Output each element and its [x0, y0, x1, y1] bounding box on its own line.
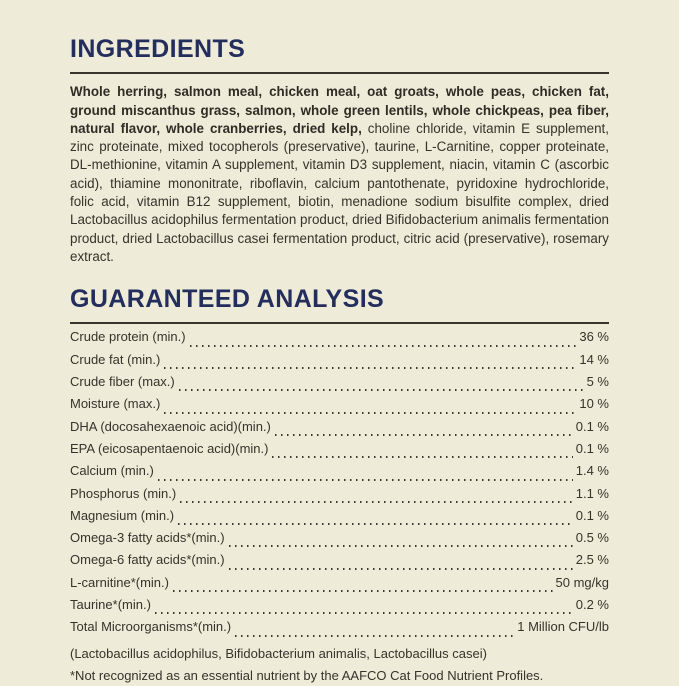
- analysis-label: Crude protein (min.): [70, 329, 186, 345]
- analysis-value: 1.4 %: [575, 463, 609, 479]
- ingredients-secondary-text: choline chloride, vitamin E supplement, zinc proteinate, mixed tocopherols (preservative), taurine, L-Carnitine, copper proteinate, DL-methionine, vitamin A supplement, vitamin D3 supplement, niacin, vitamin C (ascorbic acid), thiamine mononitrate, riboflavin, calcium pantothenate, pyridoxine hydrochloride, folic acid, vitamin B12 supplement, biotin, menadione sodium bisulfite complex, dried Lactobacillus acidophilus fermentation product, dried Bifidobacterium animalis fermentation product, dried Lactobacillus casei fermentation product, citric acid (preservative), rosemary extract.: [70, 120, 609, 264]
- analysis-row: [70, 396, 609, 418]
- analysis-label: Calcium (min.): [70, 463, 154, 479]
- analysis-value: 5 %: [586, 374, 609, 390]
- dot-leader: [272, 456, 572, 458]
- analysis-value: 14 %: [579, 351, 609, 367]
- analysis-value: 0.5 %: [575, 530, 609, 546]
- analysis-label: Omega-3 fatty acids*(min.): [70, 530, 225, 546]
- dot-leader: [155, 612, 573, 614]
- analysis-label: Magnesium (min.): [70, 507, 175, 523]
- dot-leader: [235, 635, 514, 637]
- analysis-value: 2.5 %: [575, 552, 609, 568]
- analysis-row: [70, 508, 609, 530]
- dot-leader: [229, 545, 573, 547]
- analysis-label: Taurine*(min.): [70, 597, 151, 613]
- analysis-label: Crude fat (min.): [70, 351, 161, 367]
- ingredients-primary-text: Whole herring, salmon meal, chicken meal, oat groats, whole peas, chicken fat, ground miscanthus grass, salmon, whole green lentils, whole chickpeas, pea fiber, natural flavor, whole cranberries, dried kelp,: [70, 84, 609, 136]
- analysis-value: 1 Million CFU/lb: [517, 619, 609, 635]
- aafco-footnote: *Not recognized as an essential nutrient by the AAFCO Cat Food Nutrient Profiles.: [70, 667, 544, 683]
- guaranteed-analysis-title: GUARANTEED ANALYSIS: [70, 285, 385, 314]
- ingredients-section: [70, 36, 609, 266]
- analysis-label: Total Microorganisms*(min.): [70, 619, 232, 635]
- analysis-row: [70, 575, 609, 597]
- analysis-row: [70, 597, 609, 619]
- analysis-label: L-carnitine*(min.): [70, 574, 169, 590]
- analysis-row: [70, 552, 609, 574]
- dot-leader: [275, 434, 573, 436]
- analysis-row: [70, 374, 609, 396]
- dot-leader: [179, 389, 584, 391]
- dot-leader: [229, 568, 573, 570]
- analysis-label: Crude fiber (max.): [70, 374, 175, 390]
- ingredients-text: [70, 83, 609, 266]
- dot-leader: [178, 523, 573, 525]
- analysis-table: [70, 329, 609, 641]
- analysis-row: [70, 486, 609, 508]
- dot-leader: [164, 412, 576, 414]
- analysis-value: 1.1 %: [575, 485, 609, 501]
- dot-leader: [173, 590, 553, 592]
- analysis-label: Moisture (max.): [70, 396, 161, 412]
- analysis-value: 0.2 %: [575, 597, 609, 613]
- analysis-value: 36 %: [579, 329, 609, 345]
- ingredients-title: INGREDIENTS: [70, 35, 246, 63]
- dot-leader: [190, 345, 577, 347]
- analysis-value: 10 %: [579, 396, 609, 412]
- dot-leader: [164, 367, 576, 369]
- analysis-row: [70, 329, 609, 351]
- label-panel: [70, 36, 609, 686]
- guaranteed-analysis-section: [70, 286, 609, 685]
- analysis-row: [70, 619, 609, 641]
- analysis-row: [70, 419, 609, 441]
- analysis-label: EPA (eicosapentaenoic acid)(min.): [70, 440, 269, 456]
- analysis-label: DHA (docosahexaenoic acid)(min.): [70, 418, 271, 434]
- analysis-label: Phosphorus (min.): [70, 485, 177, 501]
- dot-leader: [158, 479, 573, 481]
- analysis-label: Omega-6 fatty acids*(min.): [70, 552, 225, 568]
- analysis-row: [70, 463, 609, 485]
- dot-leader: [180, 501, 573, 503]
- analysis-value: 0.1 %: [575, 418, 609, 434]
- analysis-row: [70, 441, 609, 463]
- analysis-value: 0.1 %: [575, 440, 609, 456]
- analysis-value: 0.1 %: [575, 507, 609, 523]
- analysis-row: [70, 530, 609, 552]
- analysis-row: [70, 352, 609, 374]
- guaranteed-analysis-rule: [70, 322, 609, 324]
- analysis-value: 50 mg/kg: [555, 574, 609, 590]
- microorganisms-detail: (Lactobacillus acidophilus, Bifidobacterium animalis, Lactobacillus casei): [70, 645, 487, 661]
- ingredients-rule: [70, 72, 609, 74]
